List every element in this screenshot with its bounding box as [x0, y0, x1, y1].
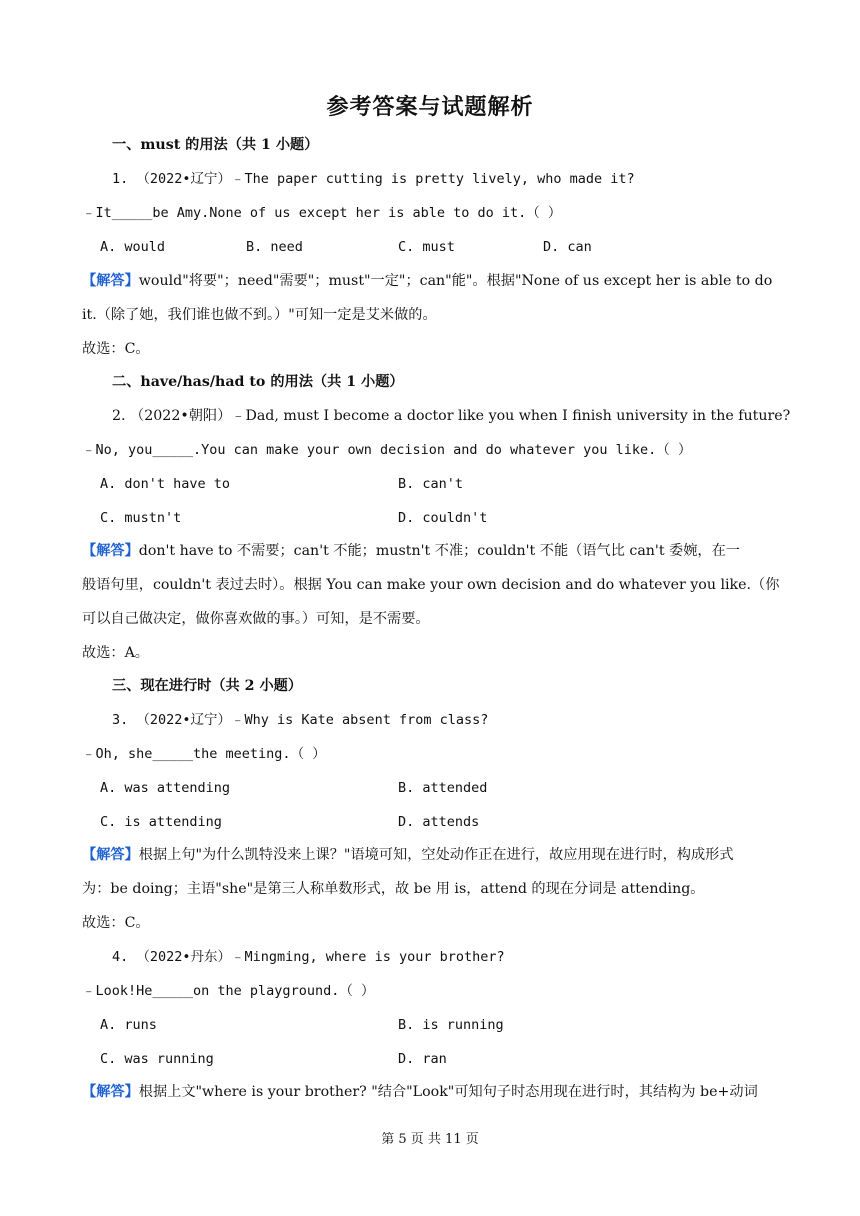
q2-option-b: B. can't	[398, 476, 464, 492]
answer-tag: 【解答】	[82, 1084, 139, 1100]
section-heading-have-to: 二、have/has/had to 的用法（共 1 小题）	[112, 374, 404, 390]
q3-option-b: B. attended	[398, 780, 488, 796]
page-footer: 第 5 页 共 11 页	[381, 1132, 479, 1147]
q3-stem: 3. （2022•辽宁）﹣Why is Kate absent from class?	[112, 712, 489, 728]
q2-answer-line3: 可以自己做决定，做你喜欢做的事。）可知，是不需要。	[82, 611, 430, 627]
q4-answer-line1	[82, 1082, 782, 1102]
answer-tag: 【解答】	[82, 847, 139, 863]
q2-answer-line2: 般语句里，couldn't 表过去时）。根据 You can make your own decision and do whatever you like.（你	[82, 577, 780, 593]
section-heading-present-continuous: 三、现在进行时（共 2 小题）	[112, 678, 303, 694]
q3-option-a: A. was attending	[100, 780, 231, 796]
q1-stem: 1. （2022•辽宁）﹣The paper cutting is pretty lively, who made it?	[112, 171, 635, 187]
q4-option-d: D. ran	[398, 1051, 447, 1067]
q1-answer-line1	[82, 271, 782, 291]
q3-choice: 故选：C。	[82, 915, 150, 931]
q2-answer-text: don't have to 不需要；can't 不能；mustn't 不准；couldn't 不能（语气比 can't 委婉，在一	[138, 543, 740, 559]
q3-answer-text: 根据上句"为什么凯特没来上课？"语境可知，空处动作正在进行，故应用现在进行时，构成形式	[138, 847, 734, 863]
q2-answer-line1	[82, 541, 782, 561]
q2-option-c: C. mustn't	[100, 510, 182, 526]
q4-option-c: C. was running	[100, 1051, 214, 1067]
q1-option-b: B. need	[246, 239, 303, 255]
q2-stem: 2. （2022•朝阳）﹣Dad, must I become a doctor like you when I finish university in the future?	[112, 408, 791, 424]
q3-option-c: C. is attending	[100, 814, 222, 830]
q3-answer-line2: 为：be doing；主语"she"是第三人称单数形式，故 be 用 is，attend 的现在分词是 attending。	[82, 881, 705, 897]
q1-answer-text: would"将要"；need"需要"；must"一定"；can"能"。根据"None of us except her is able to do	[138, 273, 773, 289]
answer-tag: 【解答】	[82, 543, 139, 559]
q4-stem: 4. （2022•丹东）﹣Mingming, where is your brother?	[112, 949, 505, 965]
q2-choice: 故选：A。	[82, 645, 149, 661]
q1-option-c: C. must	[398, 239, 455, 255]
q1-answer-line2: it.（除了她，我们谁也做不到。）"可知一定是艾米做的。	[82, 307, 437, 323]
page-title: 参考答案与试题解析	[326, 94, 534, 120]
q1-choice: 故选：C。	[82, 341, 150, 357]
q2-stem-line2: ﹣No, you_____.You can make your own decision and do whatever you like.（ ）	[82, 442, 692, 458]
q4-option-a: A. runs	[100, 1017, 157, 1033]
q3-answer-line1	[82, 845, 782, 865]
q2-option-a: A. don't have to	[100, 476, 231, 492]
q2-option-d: D. couldn't	[398, 510, 488, 526]
section-heading-must: 一、must 的用法（共 1 小题）	[112, 137, 319, 153]
q1-option-d: D. can	[543, 239, 592, 255]
q3-stem-line2: ﹣Oh, she_____the meeting.（ ）	[82, 746, 326, 762]
q1-option-a: A. would	[100, 239, 166, 255]
q4-answer-text: 根据上文"where is your brother? "结合"Look"可知句子时态用现在进行时，其结构为 be+动词	[138, 1084, 758, 1100]
answer-tag: 【解答】	[82, 273, 139, 289]
q4-stem-line2: ﹣Look!He_____on the playground.（ ）	[82, 983, 375, 999]
q4-option-b: B. is running	[398, 1017, 504, 1033]
q3-option-d: D. attends	[398, 814, 480, 830]
q1-stem-line2: ﹣It_____be Amy.None of us except her is able to do it.（ ）	[82, 205, 562, 221]
